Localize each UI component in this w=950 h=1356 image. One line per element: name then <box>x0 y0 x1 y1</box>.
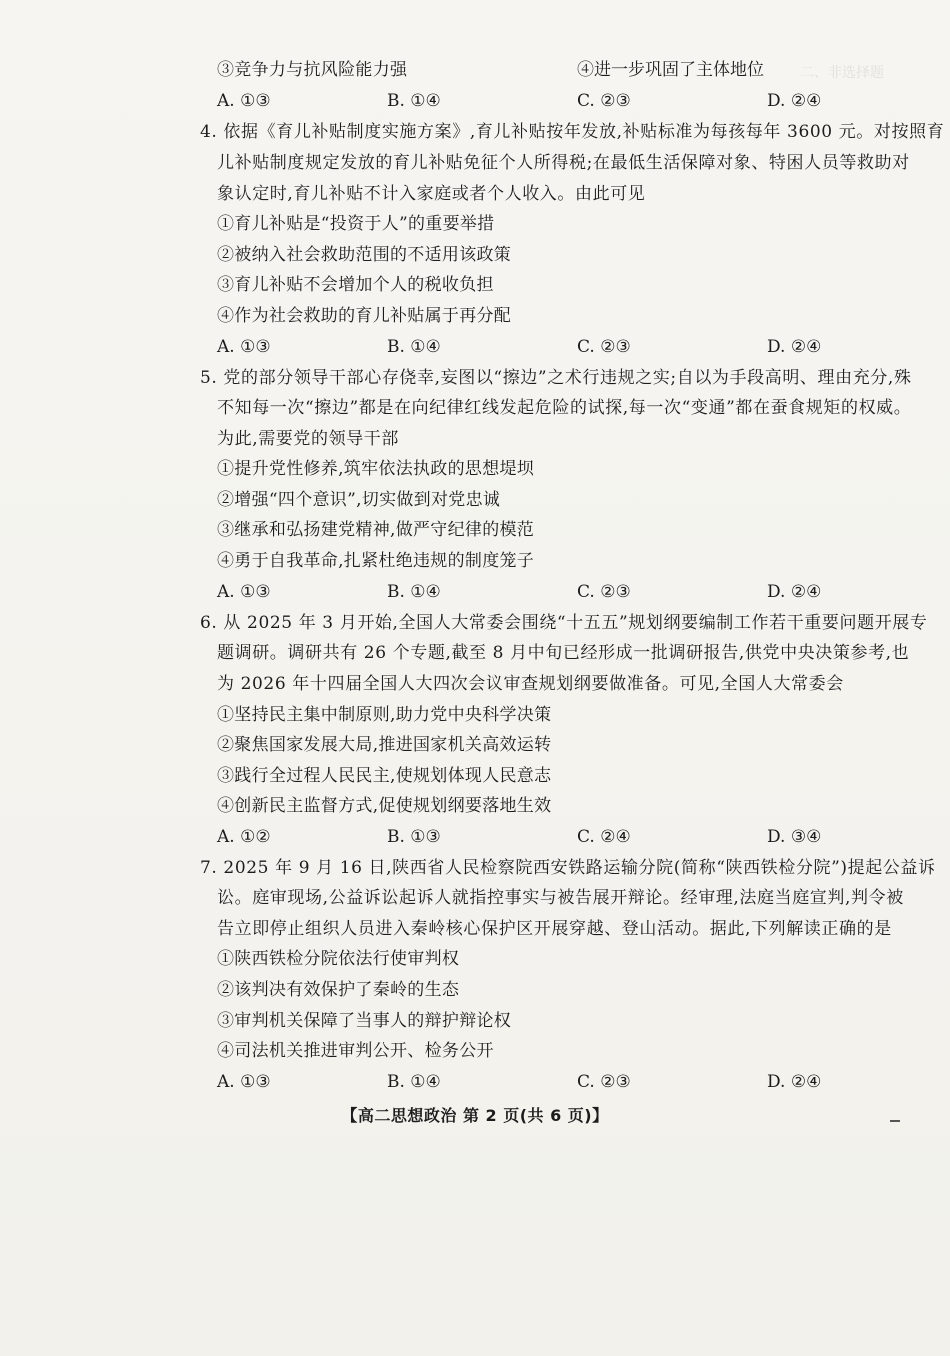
q6-stem-line-2: 题调研。调研共有 26 个专题,截至 8 月中旬已经形成一批调研报告,供党中央决策参考,也 <box>217 643 910 663</box>
q5-option-d: D. ②④ <box>767 582 822 602</box>
q7-option-d: D. ②④ <box>767 1072 822 1092</box>
q5-option-a: A. ①③ <box>217 582 271 602</box>
q7-stem-line-1: 7. 2025 年 9 月 16 日,陕西省人民检察院西安铁路运输分院(简称“陕西铁检分院”)提起公益诉 <box>200 858 936 878</box>
q5-option-b: B. ①④ <box>387 582 441 602</box>
q4-stem-line-1: 4. 依据《育儿补贴制度实施方案》,育儿补贴按年发放,补贴标准为每孩每年 3600 元。对按照育 <box>200 122 945 142</box>
q4-item-2: ②被纳入社会救助范围的不适用该政策 <box>217 245 512 265</box>
q6-option-b: B. ①③ <box>387 827 441 847</box>
q4-stem-line-3: 象认定时,育儿补贴不计入家庭或者个人收入。由此可见 <box>217 184 646 204</box>
q4-item-3: ③育儿补贴不会增加个人的税收负担 <box>217 275 494 295</box>
q4-option-c: C. ②③ <box>577 337 631 357</box>
q3-option-b: B. ①④ <box>387 91 441 111</box>
q6-option-a: A. ①② <box>217 827 271 847</box>
page-footer: 【高二思想政治 第 2 页(共 6 页)】 <box>341 1106 609 1125</box>
q6-stem-line-1: 6. 从 2025 年 3 月开始,全国人大常委会围绕“十五五”规划纲要编制工作若干重要问题开展专 <box>200 613 928 633</box>
q4-item-4: ④作为社会救助的育儿补贴属于再分配 <box>217 306 512 326</box>
q4-option-d: D. ②④ <box>767 337 822 357</box>
q6-item-4: ④创新民主监督方式,促使规划纲要落地生效 <box>217 796 552 816</box>
bleed-through-text: 二、非选择题 <box>800 65 884 81</box>
q7-stem-line-2: 讼。庭审现场,公益诉讼起诉人就指控事实与被告展开辩论。经审理,法庭当庭宣判,判令被 <box>217 888 904 908</box>
q4-option-b: B. ①④ <box>387 337 441 357</box>
q3-option-d: D. ②④ <box>767 91 822 111</box>
q5-stem-line-2: 不知每一次“擦边”都是在向纪律红线发起危险的试探,每一次“变通”都在蚕食规矩的权威。 <box>217 398 912 418</box>
q6-option-d: D. ③④ <box>767 827 822 847</box>
q5-stem-line-1: 5. 党的部分领导干部心存侥幸,妄图以“擦边”之术行违规之实;自以为手段高明、理由充分,殊 <box>200 368 912 388</box>
q6-item-3: ③践行全过程人民民主,使规划体现人民意志 <box>217 766 552 786</box>
q6-item-1: ①坚持民主集中制原则,助力党中央科学决策 <box>217 705 552 725</box>
q5-item-1: ①提升党性修养,筑牢依法执政的思想堤坝 <box>217 459 535 479</box>
q3-item-3: ③竞争力与抗风险能力强 <box>217 60 408 80</box>
q4-item-1: ①育儿补贴是“投资于人”的重要举措 <box>217 214 495 234</box>
q7-option-a: A. ①③ <box>217 1072 271 1092</box>
q4-option-a: A. ①③ <box>217 337 271 357</box>
q7-option-b: B. ①④ <box>387 1072 441 1092</box>
q6-option-c: C. ②④ <box>577 827 631 847</box>
q3-option-c: C. ②③ <box>577 91 631 111</box>
q5-stem-line-3: 为此,需要党的领导干部 <box>217 429 400 449</box>
q5-item-3: ③继承和弘扬建党精神,做严守纪律的模范 <box>217 520 535 540</box>
q7-item-3: ③审判机关保障了当事人的辩护辩论权 <box>217 1011 512 1031</box>
q4-stem-line-2: 儿补贴制度规定发放的育儿补贴免征个人所得税;在最低生活保障对象、特困人员等救助对 <box>217 153 910 173</box>
q3-option-a: A. ①③ <box>217 91 271 111</box>
q7-item-1: ①陕西铁检分院依法行使审判权 <box>217 949 460 969</box>
q7-item-4: ④司法机关推进审判公开、检务公开 <box>217 1041 494 1061</box>
q7-stem-line-3: 告立即停止组织人员进入秦岭核心保护区开展穿越、登山活动。据此,下列解读正确的是 <box>217 919 892 939</box>
q6-stem-line-3: 为 2026 年十四届全国人大四次会议审查规划纲要做准备。可见,全国人大常委会 <box>217 674 844 694</box>
q5-item-2: ②增强“四个意识”,切实做到对党忠诚 <box>217 490 501 510</box>
scan-mark <box>890 1120 900 1122</box>
q5-option-c: C. ②③ <box>577 582 631 602</box>
q3-item-4: ④进一步巩固了主体地位 <box>577 60 764 80</box>
q7-item-2: ②该判决有效保护了秦岭的生态 <box>217 980 460 1000</box>
q5-item-4: ④勇于自我革命,扎紧杜绝违规的制度笼子 <box>217 551 535 571</box>
q6-item-2: ②聚焦国家发展大局,推进国家机关高效运转 <box>217 735 552 755</box>
q7-option-c: C. ②③ <box>577 1072 631 1092</box>
